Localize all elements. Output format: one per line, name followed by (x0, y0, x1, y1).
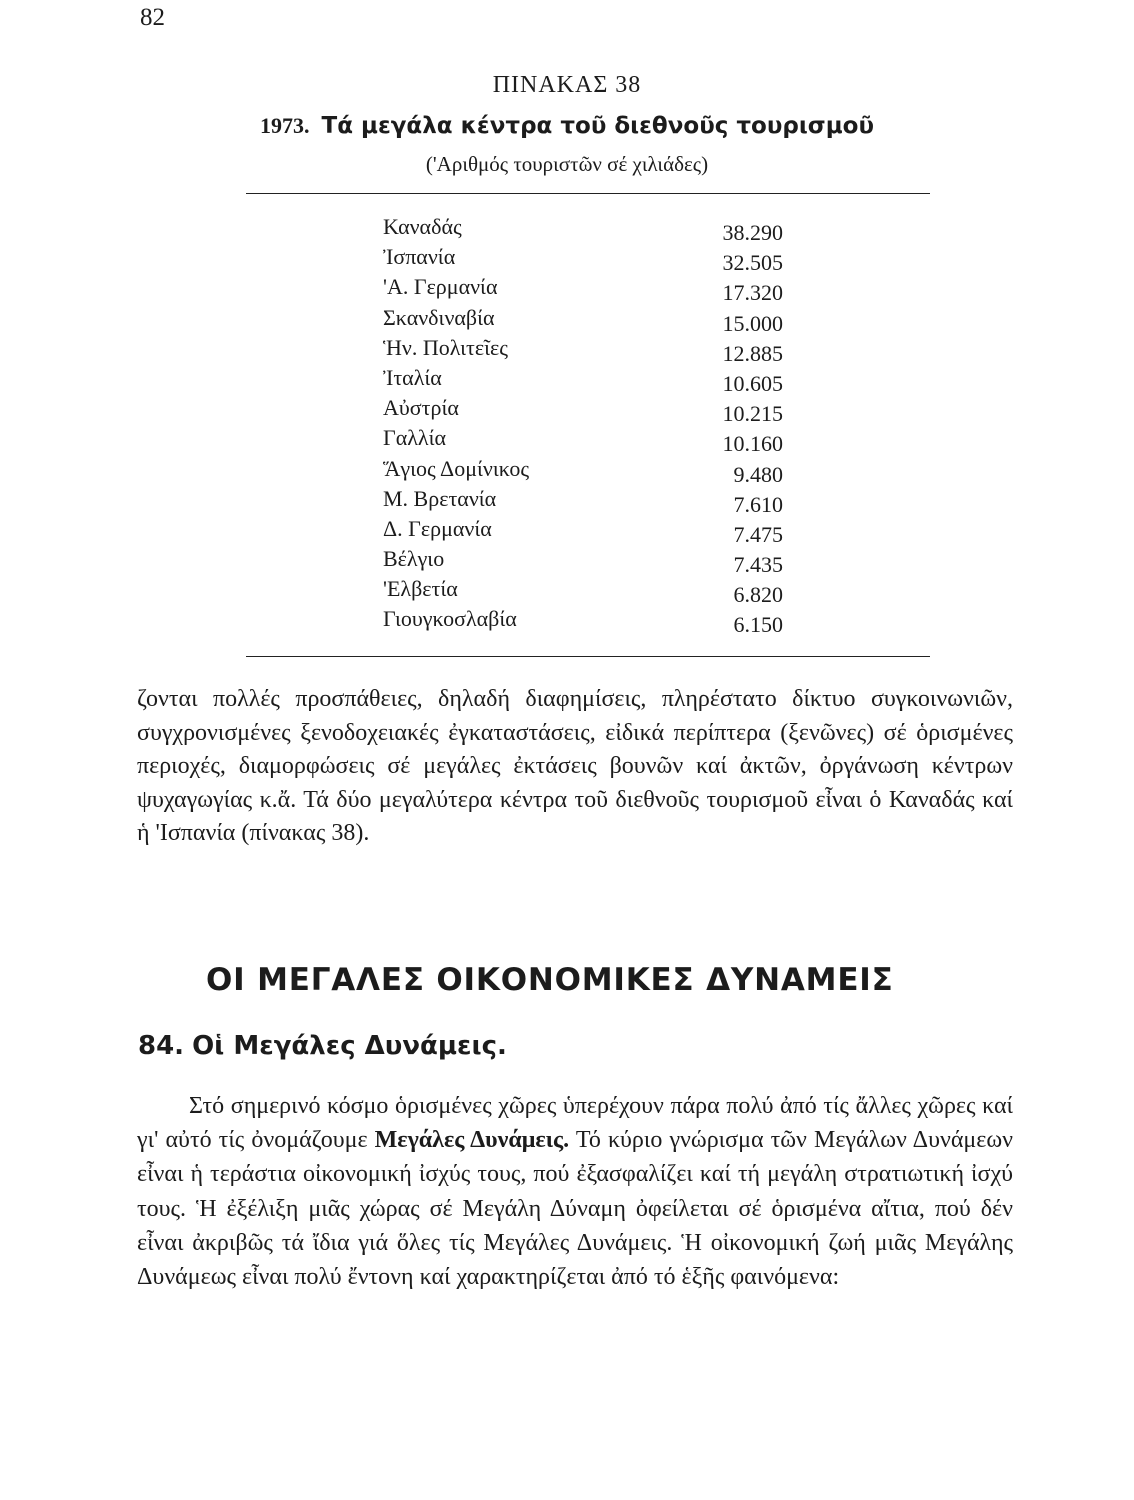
table-title-text: Τά μεγάλα κέντρα τοῦ διεθνοῦς τουρισμοῦ (321, 113, 874, 139)
section-heading: ΟΙ ΜΕΓΑΛΕΣ ΟΙΚΟΝΟΜΙΚΕΣ ΔΥΝΑΜΕΙΣ (206, 962, 894, 998)
tourist-count: 7.475 (733, 521, 783, 547)
table-row (383, 274, 793, 304)
tourist-count: 10.605 (722, 370, 783, 396)
table-row (383, 456, 793, 486)
paragraph-tourism: ζονται πολλές προσπάθειες, δηλαδή διαφημίσεις, πληρέστατο δίκτυο συγκοινωνιῶν, συγχρονισμένες ξενοδοχειακές ἐγκαταστάσεις, εἰδικά περίπτερα (ξενῶνες) σέ ὁρισμένες περιοχές, διαμορφώσεις σέ μεγάλες ἐκτάσεις βουνῶν καί ἀκτῶν, ὀργάνωση κέντρων ψυχαγωγίας κ.ἄ. Τά δύο μεγαλύτερα κέντρα τοῦ διεθνοῦς τουρισμοῦ εἶναι ὁ Καναδάς καί ἡ 'Ισπανία (πίνακας 38). (137, 686, 1013, 847)
country-name: 'Α. Γερμανία (383, 274, 498, 300)
tourist-count: 10.215 (722, 401, 783, 427)
table-row (383, 606, 793, 636)
table-row (383, 486, 793, 516)
tourist-count: 15.000 (722, 310, 783, 336)
country-name: Ἰταλία (383, 364, 442, 390)
table-row (383, 576, 793, 606)
table-row (383, 214, 793, 244)
country-name: Μ. Βρετανία (383, 485, 497, 511)
country-name: Σκανδιναβία (383, 304, 495, 330)
subsection-number: 84. (138, 1031, 185, 1061)
page-number: 82 (140, 4, 165, 31)
table-row (383, 546, 793, 576)
country-name: Βέλγιο (383, 546, 445, 572)
table-label: ΠΙΝΑΚΑΣ 38 (492, 72, 642, 98)
tourist-count: 6.820 (733, 582, 783, 608)
table-row (383, 395, 793, 425)
subsection-title: Οἱ Μεγάλες Δυνάμεις. (192, 1031, 507, 1061)
tourism-table (383, 214, 793, 637)
table-subtitle: ('Αριθμός τουριστῶν σέ χιλιάδες) (425, 152, 709, 176)
country-name: Αὐστρία (383, 395, 459, 421)
tourist-count: 38.290 (722, 220, 783, 245)
table-title (0, 113, 1134, 139)
table-bottom-rule (246, 656, 930, 657)
country-name: Γιουγκοσλαβία (383, 606, 517, 632)
country-name: Ἅγιος Δομίνικος (383, 455, 530, 481)
table-row (383, 335, 793, 365)
tourist-count: 17.320 (722, 280, 783, 306)
tourist-count: 12.885 (722, 340, 783, 366)
table-row (383, 516, 793, 546)
tourist-count: 7.435 (733, 552, 783, 578)
country-name: Δ. Γερμανία (383, 515, 492, 541)
subsection-heading (138, 1031, 507, 1061)
country-name: 'Ελβετία (383, 576, 458, 602)
paragraph-text-start: Στό σημερινό κόσμο ὁρισμένες χῶρες ὑπερέχουν πάρα πολύ ἀπό τίς ἄλλες χῶρες καί γι' αὐτό τίς ὀνομάζουμε (137, 1093, 1013, 1154)
paragraph-great-powers (137, 1089, 1013, 1294)
paragraph-text-rest: Τό κύριο γνώρισμα τῶν Μεγάλων Δυνάμεων εἶναι ἡ τεράστια οἰκονομική ἰσχύς τους, πού ἐξασφαλίζει καί τή μεγάλη στρατιωτική ἰσχύ τους. Ἡ ἐξέλιξη μιᾶς χώρας σέ Μεγάλη Δύναμη ὀφείλεται σέ ὁρισμένα αἴτια, πού δέν εἶναι ἀκριβῶς τά ἴδια γιά ὅλες τίς Μεγάλες Δυνάμεις. Ἡ οἰκονομική ζωή μιᾶς Μεγάλης Δυνάμεως εἶναι πολύ ἔντονη καί χαρακτηρίζεται ἀπό τό ἑξῆς φαινόμενα: (137, 1127, 1013, 1291)
tourist-count: 9.480 (733, 461, 783, 487)
country-name: Ἡν. Πολιτεῖες (383, 334, 509, 360)
country-name: Γαλλία (383, 425, 447, 451)
country-name: Καναδάς (383, 214, 462, 239)
bold-term: Μεγάλες Δυνάμεις. (374, 1127, 570, 1154)
table-title-year: 1973. (260, 113, 310, 138)
tourist-count: 7.610 (733, 491, 783, 517)
table-row (383, 305, 793, 335)
table-row (383, 425, 793, 455)
country-name: Ἰσπανία (383, 244, 456, 270)
table-row (383, 365, 793, 395)
tourist-count: 10.160 (722, 431, 783, 457)
table-top-rule (246, 193, 930, 194)
tourist-count: 6.150 (733, 612, 783, 638)
tourist-count: 32.505 (722, 250, 783, 276)
table-row (383, 244, 793, 274)
